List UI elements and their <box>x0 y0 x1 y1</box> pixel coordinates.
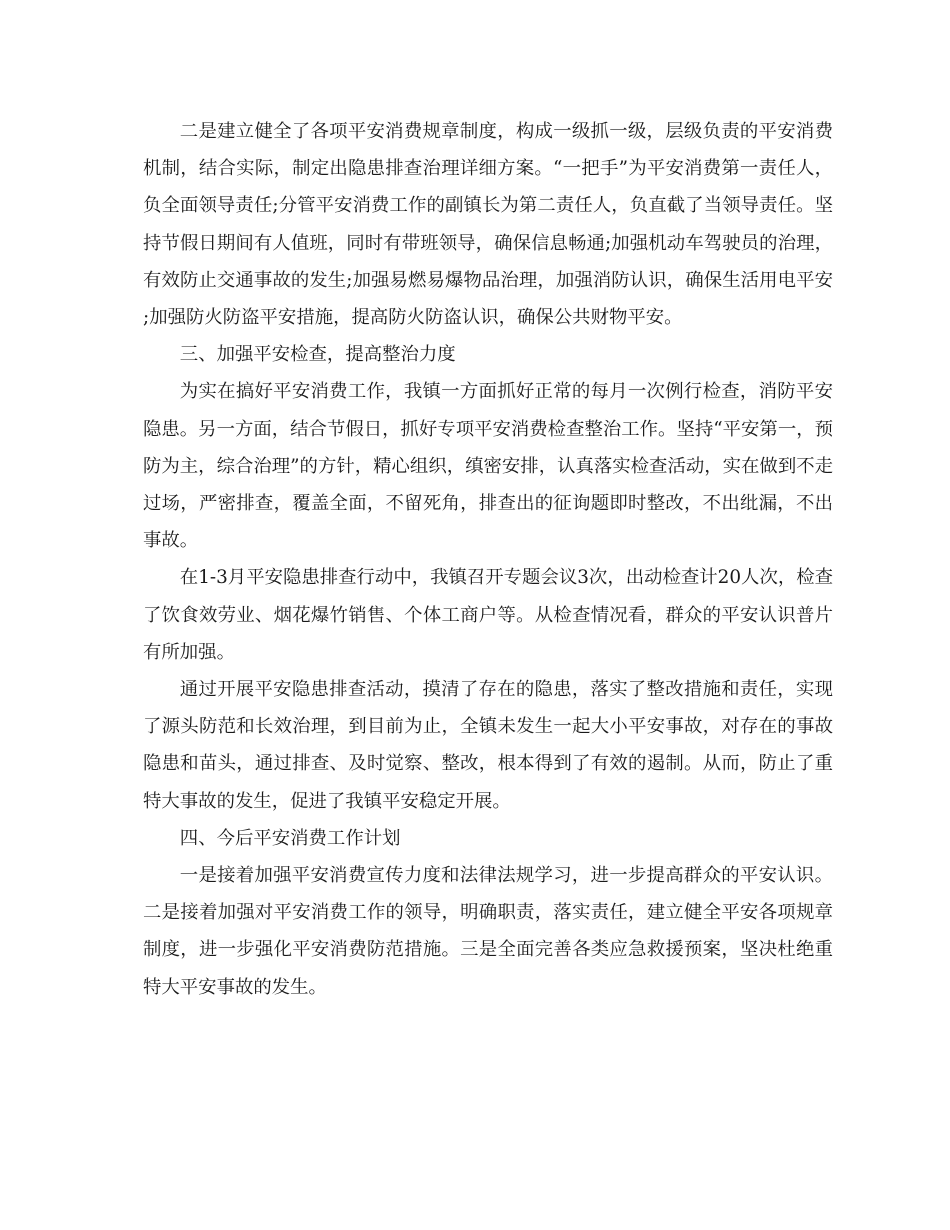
paragraph-hazard-outcome: 通过开展平安隐患排查活动，摸清了存在的隐患，落实了整改措施和责任，实现了源头防范和长效治理，到目前为止，全镇未发生一起大小平安事故，对存在的事故隐患和苗头，通过排查、及时觉察、整改，根本得到了有效的遏制。从而，防止了重特大事故的发生，促进了我镇平安稳定开展。 <box>143 679 833 812</box>
paragraph-future-plan: 一是接着加强平安消费宣传力度和法律法规学习，进一步提高群众的平安认识。二是接着加强对平安消费工作的领导，明确职责，落实责任，建立健全平安各项规章制度，进一步强化平安消费防范措施。三是全面完善各类应急救援预案，坚决杜绝重特大平安事故的发生。 <box>143 865 833 998</box>
paragraph-safety-system: 二是建立健全了各项平安消费规章制度，构成一级抓一级，层级负责的平安消费机制，结合实际，制定出隐患排查治理详细方案。“一把手”为平安消费第一责任人，负全面领导责任;分管平安消费工作的副镇长为第二责任人，负直截了当领导责任。坚持节假日期间有人值班，同时有带班领导，确保信息畅通;加强机动车驾驶员的治理，有效防止交通事故的发生;加强易燃易爆物品治理，加强消防认识，确保生活用电平安;加强防火防盗平安措施，提高防火防盗认识，确保公共财物平安。 <box>143 121 833 329</box>
document-body <box>143 113 833 1006</box>
paragraph-inspection-results: 在1-3月平安隐患排查行动中，我镇召开专题会议3次，出动检查计20人次，检查了饮食效劳业、烟花爆竹销售、个体工商户等。从检查情况看，群众的平安认识普片有所加强。 <box>143 567 834 663</box>
section-heading-inspection: 三、加强平安检查，提高整治力度 <box>179 344 456 366</box>
paragraph-inspection-work: 为实在搞好平安消费工作，我镇一方面抓好正常的每月一次例行检查，消防平安隐患。另一方面，结合节假日，抓好专项平安消费检查整治工作。坚持“平安第一，预防为主，综合治理”的方针，精心组织，缜密安排，认真落实检查活动，实在做到不走过场，严密排查，覆盖全面，不留死角，排查出的征询题即时整改，不出纰漏，不出事故。 <box>143 381 833 552</box>
section-heading-future-plan: 四、今后平安消费工作计划 <box>179 827 401 849</box>
